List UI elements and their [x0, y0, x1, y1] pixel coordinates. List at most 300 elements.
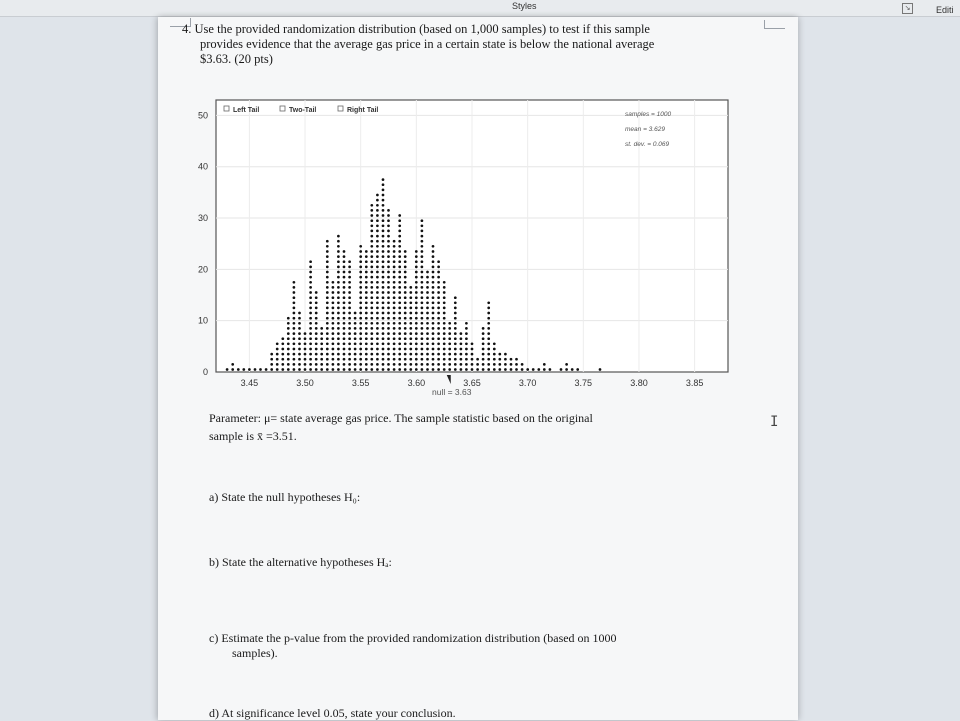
sample-dot — [465, 337, 468, 340]
sample-dot — [365, 255, 368, 258]
sample-dot — [421, 353, 424, 356]
sample-dot — [332, 307, 335, 310]
sample-dot — [398, 260, 401, 263]
sample-dot — [376, 307, 379, 310]
sample-dot — [387, 317, 390, 320]
sample-dot — [326, 260, 329, 263]
sample-dot — [376, 327, 379, 330]
sample-dot — [415, 260, 418, 263]
sample-dot — [382, 204, 385, 207]
sample-dot — [309, 342, 312, 345]
sample-dot — [270, 353, 273, 356]
sample-dot — [398, 291, 401, 294]
sample-dot — [409, 363, 412, 366]
sample-dot — [393, 337, 396, 340]
sample-dot — [226, 368, 229, 371]
sample-dot — [515, 358, 518, 361]
sample-dot — [348, 353, 351, 356]
sample-dot — [504, 363, 507, 366]
dialog-launcher-icon[interactable]: ↘ — [902, 3, 913, 14]
sample-dot — [382, 332, 385, 335]
sample-dot — [437, 358, 440, 361]
sample-dot — [348, 322, 351, 325]
sample-dot — [370, 322, 373, 325]
sample-dot — [493, 342, 496, 345]
sample-dot — [571, 368, 574, 371]
sample-dot — [437, 353, 440, 356]
sample-dot — [382, 250, 385, 253]
sample-dot — [348, 327, 351, 330]
sample-dot — [382, 219, 385, 222]
sample-dot — [376, 353, 379, 356]
sample-dot — [421, 240, 424, 243]
sample-dot — [376, 219, 379, 222]
sample-dot — [332, 291, 335, 294]
sample-dot — [315, 342, 318, 345]
sample-dot — [326, 271, 329, 274]
sample-dot — [404, 296, 407, 299]
sample-dot — [343, 332, 346, 335]
sample-dot — [326, 363, 329, 366]
sample-dot — [370, 291, 373, 294]
sample-dot — [387, 219, 390, 222]
sample-dot — [471, 358, 474, 361]
sample-dot — [398, 317, 401, 320]
sample-dot — [298, 332, 301, 335]
sample-dot — [343, 296, 346, 299]
sample-dot — [448, 327, 451, 330]
null-label: null = 3.63 — [432, 387, 472, 397]
sample-dot — [337, 337, 340, 340]
y-tick-label: 0 — [202, 367, 208, 377]
sample-dot — [415, 342, 418, 345]
sample-dot — [437, 307, 440, 310]
dotplot-svg — [188, 94, 740, 414]
sample-dot — [254, 368, 257, 371]
sample-dot — [370, 317, 373, 320]
sample-dot — [293, 307, 296, 310]
sample-dot — [409, 368, 412, 371]
sample-dot — [365, 286, 368, 289]
sample-dot — [415, 266, 418, 269]
sample-dot — [443, 322, 446, 325]
sample-dot — [432, 327, 435, 330]
sample-dot — [426, 322, 429, 325]
sample-dot — [443, 358, 446, 361]
sample-dot — [421, 266, 424, 269]
sample-dot — [526, 368, 529, 371]
sample-dot — [476, 358, 479, 361]
sample-dot — [409, 358, 412, 361]
sample-dot — [370, 327, 373, 330]
sample-dot — [487, 312, 490, 315]
sample-dot — [482, 348, 485, 351]
sample-dot — [421, 342, 424, 345]
sample-dot — [315, 291, 318, 294]
sample-dot — [370, 281, 373, 284]
sample-dot — [398, 327, 401, 330]
sample-dot — [309, 363, 312, 366]
sample-dot — [365, 260, 368, 263]
sample-dot — [320, 348, 323, 351]
sample-dot — [348, 276, 351, 279]
tail-option-checkbox — [280, 106, 285, 111]
sample-dot — [382, 209, 385, 212]
sample-dot — [370, 214, 373, 217]
sample-dot — [409, 322, 412, 325]
sample-dot — [337, 312, 340, 315]
sample-dot — [409, 337, 412, 340]
sample-dot — [460, 353, 463, 356]
sample-dot — [432, 276, 435, 279]
sample-dot — [320, 332, 323, 335]
sample-dot — [426, 358, 429, 361]
sample-dot — [348, 342, 351, 345]
sample-dot — [393, 260, 396, 263]
sample-dot — [482, 353, 485, 356]
sample-dot — [326, 337, 329, 340]
sample-dot — [421, 312, 424, 315]
sample-dot — [309, 296, 312, 299]
sample-dot — [432, 266, 435, 269]
sample-dot — [332, 296, 335, 299]
sample-dot — [421, 260, 424, 263]
sample-dot — [376, 301, 379, 304]
sample-dot — [343, 312, 346, 315]
sample-dot — [409, 353, 412, 356]
sample-dot — [487, 348, 490, 351]
sample-dot — [343, 307, 346, 310]
sample-dot — [359, 358, 362, 361]
sample-dot — [376, 281, 379, 284]
sample-dot — [404, 322, 407, 325]
sample-dot — [432, 312, 435, 315]
sample-dot — [376, 363, 379, 366]
sample-dot — [448, 363, 451, 366]
sample-dot — [437, 348, 440, 351]
sample-dot — [460, 342, 463, 345]
sample-dot — [549, 368, 552, 371]
sample-dot — [437, 281, 440, 284]
sample-dot — [354, 337, 357, 340]
tail-option-checkbox — [338, 106, 343, 111]
sample-dot — [560, 368, 563, 371]
sample-dot — [359, 291, 362, 294]
sample-dot — [382, 342, 385, 345]
sample-dot — [454, 327, 457, 330]
sample-dot — [393, 363, 396, 366]
sample-dot — [343, 342, 346, 345]
sample-dot — [415, 291, 418, 294]
sample-dot — [365, 332, 368, 335]
sample-dot — [398, 281, 401, 284]
sample-dot — [315, 332, 318, 335]
sample-dot — [432, 342, 435, 345]
sample-dot — [382, 199, 385, 202]
sample-dot — [348, 271, 351, 274]
sample-dot — [498, 363, 501, 366]
sample-dot — [343, 327, 346, 330]
sample-dot — [426, 296, 429, 299]
sample-dot — [382, 296, 385, 299]
sample-dot — [382, 363, 385, 366]
sample-dot — [387, 276, 390, 279]
sample-dot — [304, 348, 307, 351]
sample-dot — [359, 322, 362, 325]
sample-dot — [332, 368, 335, 371]
sample-dot — [521, 363, 524, 366]
sample-dot — [404, 250, 407, 253]
sample-dot — [309, 266, 312, 269]
sample-dot — [387, 348, 390, 351]
sample-dot — [387, 363, 390, 366]
sample-dot — [281, 368, 284, 371]
sample-dot — [460, 332, 463, 335]
sample-dot — [387, 353, 390, 356]
sample-dot — [287, 342, 290, 345]
sample-dot — [382, 301, 385, 304]
part-d-text: d) At significance level 0.05, state your conclusion. — [209, 706, 456, 720]
sample-dot — [426, 286, 429, 289]
sample-dot — [387, 214, 390, 217]
sample-dot — [454, 332, 457, 335]
sample-dot — [454, 317, 457, 320]
sample-dot — [387, 312, 390, 315]
sample-dot — [421, 255, 424, 258]
sample-dot — [382, 353, 385, 356]
sample-dot — [409, 307, 412, 310]
sample-dot — [320, 353, 323, 356]
sample-dot — [415, 255, 418, 258]
sample-dot — [454, 358, 457, 361]
sample-dot — [387, 337, 390, 340]
sample-dot — [343, 291, 346, 294]
sample-dot — [398, 296, 401, 299]
sample-dot — [320, 327, 323, 330]
question-line-3: $3.63. (20 pts) — [200, 52, 273, 66]
sample-dot — [471, 348, 474, 351]
sample-dot — [465, 348, 468, 351]
sample-dot — [404, 286, 407, 289]
sample-dot — [398, 307, 401, 310]
sample-dot — [370, 271, 373, 274]
sample-dot — [437, 266, 440, 269]
sample-dot — [415, 337, 418, 340]
sample-dot — [393, 271, 396, 274]
y-tick-label: 10 — [197, 315, 208, 326]
sample-dot — [465, 332, 468, 335]
sample-dot — [298, 312, 301, 315]
sample-dot — [404, 312, 407, 315]
sample-dot — [415, 312, 418, 315]
sample-dot — [365, 342, 368, 345]
sample-dot — [359, 307, 362, 310]
sample-dot — [354, 327, 357, 330]
sample-dot — [404, 348, 407, 351]
sample-dot — [332, 327, 335, 330]
sample-dot — [326, 240, 329, 243]
sample-dot — [415, 353, 418, 356]
sample-dot — [293, 342, 296, 345]
sample-dot — [387, 224, 390, 227]
sample-dot — [370, 255, 373, 258]
sample-dot — [359, 363, 362, 366]
sample-dot — [354, 353, 357, 356]
sample-dot — [337, 342, 340, 345]
sample-dot — [504, 358, 507, 361]
sample-dot — [415, 276, 418, 279]
sample-dot — [415, 271, 418, 274]
sample-dot — [298, 348, 301, 351]
sample-dot — [437, 301, 440, 304]
sample-dot — [409, 327, 412, 330]
sample-dot — [376, 317, 379, 320]
sample-dot — [337, 235, 340, 238]
sample-dot — [454, 368, 457, 371]
sample-dot — [382, 348, 385, 351]
sample-dot — [359, 255, 362, 258]
sample-dot — [376, 271, 379, 274]
sample-dot — [276, 342, 279, 345]
sample-dot — [398, 219, 401, 222]
sample-dot — [276, 348, 279, 351]
sample-dot — [348, 301, 351, 304]
sample-dot — [287, 322, 290, 325]
sample-dot — [304, 342, 307, 345]
sample-dot — [465, 358, 468, 361]
sample-dot — [415, 286, 418, 289]
sample-dot — [382, 255, 385, 258]
sample-dot — [382, 266, 385, 269]
sample-dot — [354, 342, 357, 345]
editing-group-label[interactable]: Editi — [936, 5, 954, 15]
sample-dot — [298, 353, 301, 356]
sample-dot — [426, 291, 429, 294]
sample-dot — [326, 276, 329, 279]
sample-dot — [510, 358, 513, 361]
sample-dot — [387, 342, 390, 345]
sample-dot — [326, 245, 329, 248]
sample-dot — [409, 301, 412, 304]
sample-dot — [487, 353, 490, 356]
x-tick-label: 3.70 — [518, 378, 537, 388]
sample-dot — [487, 332, 490, 335]
sample-dot — [404, 271, 407, 274]
sample-dot — [437, 276, 440, 279]
sample-dot — [293, 296, 296, 299]
sample-dot — [415, 368, 418, 371]
sample-dot — [287, 337, 290, 340]
sample-dot — [332, 358, 335, 361]
sample-dot — [293, 358, 296, 361]
sample-dot — [437, 271, 440, 274]
sample-dot — [460, 337, 463, 340]
sample-dot — [354, 332, 357, 335]
sample-dot — [437, 327, 440, 330]
sample-dot — [376, 214, 379, 217]
sample-dot — [231, 368, 234, 371]
sample-dot — [376, 348, 379, 351]
sample-dot — [354, 358, 357, 361]
sample-dot — [432, 255, 435, 258]
sample-dot — [398, 353, 401, 356]
sample-dot — [415, 322, 418, 325]
sample-dot — [231, 363, 234, 366]
sample-dot — [370, 332, 373, 335]
sample-dot — [376, 332, 379, 335]
sample-dot — [404, 353, 407, 356]
sample-dot — [398, 368, 401, 371]
sample-dot — [393, 255, 396, 258]
sample-dot — [359, 332, 362, 335]
sample-dot — [404, 307, 407, 310]
sample-dot — [415, 281, 418, 284]
sample-dot — [437, 286, 440, 289]
sample-dot — [376, 209, 379, 212]
sample-dot — [332, 353, 335, 356]
sample-dot — [370, 209, 373, 212]
sample-dot — [293, 312, 296, 315]
sample-dot — [376, 368, 379, 371]
sample-dot — [359, 271, 362, 274]
sample-dot — [437, 337, 440, 340]
sample-dot — [448, 348, 451, 351]
sample-dot — [326, 353, 329, 356]
sample-dot — [359, 276, 362, 279]
sample-dot — [443, 327, 446, 330]
sample-dot — [432, 301, 435, 304]
sample-dot — [326, 286, 329, 289]
sample-dot — [387, 368, 390, 371]
sample-dot — [387, 301, 390, 304]
sample-dot — [370, 240, 373, 243]
sample-dot — [382, 312, 385, 315]
sample-dot — [326, 301, 329, 304]
sample-dot — [487, 358, 490, 361]
sample-dot — [421, 296, 424, 299]
sample-dot — [393, 245, 396, 248]
sample-dot — [482, 327, 485, 330]
part-c-line-2: samples). — [232, 646, 278, 660]
sample-dot — [309, 312, 312, 315]
sample-dot — [387, 250, 390, 253]
sample-dot — [337, 266, 340, 269]
sample-dot — [404, 255, 407, 258]
sample-dot — [370, 260, 373, 263]
sample-dot — [398, 266, 401, 269]
sample-dot — [359, 286, 362, 289]
sample-dot — [409, 286, 412, 289]
sample-dot — [370, 219, 373, 222]
sample-dot — [465, 353, 468, 356]
sample-dot — [487, 327, 490, 330]
sample-dot — [448, 322, 451, 325]
sample-dot — [370, 245, 373, 248]
sample-dot — [432, 260, 435, 263]
sample-dot — [426, 342, 429, 345]
sample-dot — [426, 348, 429, 351]
sample-dot — [432, 368, 435, 371]
sample-dot — [437, 332, 440, 335]
sample-dot — [454, 296, 457, 299]
sample-dot — [493, 353, 496, 356]
sample-dot — [443, 363, 446, 366]
sample-dot — [370, 235, 373, 238]
sample-dot — [359, 327, 362, 330]
sample-dot — [281, 337, 284, 340]
sample-dot — [276, 368, 279, 371]
sample-dot — [493, 358, 496, 361]
